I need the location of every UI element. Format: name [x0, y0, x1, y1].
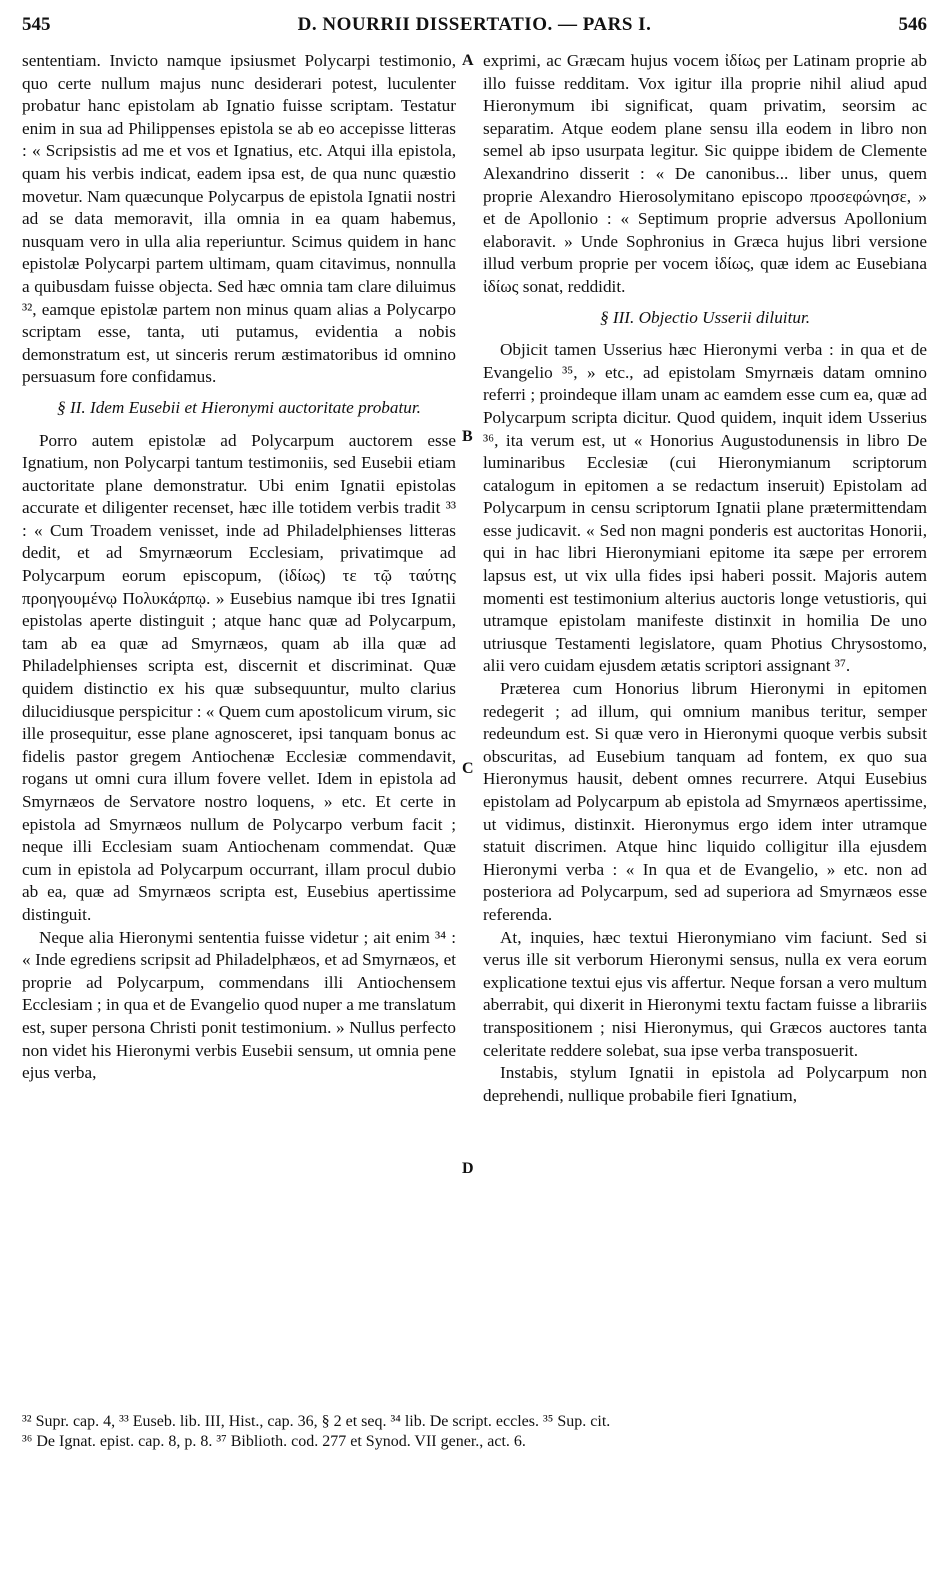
footnotes: [22, 1412, 927, 1452]
running-title: D. NOURRII DISSERTATIO. — PARS I.: [297, 14, 652, 35]
section-heading: § II. Idem Eusebii et Hieronymi auctoritate probatur.: [57, 397, 421, 417]
right-column: [483, 50, 927, 1107]
footnote-line: ³² Supr. cap. 4, ³³ Euseb. lib. III, Hist., cap. 36, § 2 et seq. ³⁴ lib. De script. eccles. ³⁵ Sup. cit.: [22, 1413, 611, 1430]
paragraph: sententiam. Invicto namque ipsiusmet Polycarpi testimonio, quo certe nullum majus nunc desiderari potest, luculenter probatur hanc epistolam ab Ignatio fuisse scriptam. Testatur enim in sua ad Philippenses epistola se ab eo accepisse litteras : « Scripsistis ad me et vos et Ignatius, etc. Atqui illa epistola, quam his verbis indicat, eadem ipsa est, de qua nunc quæstio movetur. Nam quæcunque Polycarpus de epistola Ignatii nostri ad se data memoravit, illa omnia in ea quam habemus, nusquam vero in ulla alia reperiuntur. Scimus quidem in hanc epistolæ Polycarpi partem ultimam, quam citavimus, nonnulla a quibusdam fuisse objecta. Sed hæc omnia tam clare diluimus ³², eamque epistolæ partem non minus quam alias a Polycarpo scriptam esse, tanta, uti putamus, evidentia a nobis demonstratum est, ut sinceris rerum æstimatoribus id omnino persuasum fore confidamus.: [22, 51, 456, 387]
running-header: [22, 14, 927, 42]
left-column: [22, 50, 456, 1085]
margin-marker-a: A: [462, 52, 474, 69]
paragraph: At, inquies, hæc textui Hieronymiano vim faciunt. Sed si verus ille sit verborum Hieronymi sensus, nulla ex vera eorum explicatione textui ejus vis affertur. Neque forsan a vero multum aberrabit, qui dixerit in Hieronymi textu factam fuisse a librariis transpositionem ; nisi Hieronymus, qui Græcos auctores tanta celeritate reddere solebat, sua ipse verba transposuerit.: [483, 927, 927, 1060]
paragraph: Objicit tamen Usserius hæc Hieronymi verba : in qua et de Evangelio ³⁵, » etc., ad epistolam Smyrnæis datam omnino referri ; proindeque illam unam ac eamdem esse cum ea, quæ ad Polycarpum scripta dicitur. Quod quidem, inquit idem Usserius ³⁶, ita verum est, ut « Honorius Augustodunensis in libro De luminaribus Ecclesiæ (cui Hieronymianum scriptorum catalogum in epitomen a se redactum inseruit) Epistolam ad Polycarpum in censu scriptorum Ignatii plane prætermittendam esse judicavit. « Sed non magni ponderis est auctoritas Honorii, qui in hac libri Hieronymiani epitome ita sæpe per errorem lapsus est, ut vix ulla fides ipsi haberi possit. Majoris autem momenti est testimonium alterius auctoris longe vetustioris, qui utramque epistolam manifeste distinxit in homilia De uno utriusque Testamenti legislatore, quam Photius Chrysostomo, alii vero cuidam ejusdem ætatis scriptori assignant ³⁷.: [483, 340, 927, 676]
section-heading: § III. Objectio Usserii diluitur.: [599, 307, 811, 327]
paragraph: Præterea cum Honorius librum Hieronymi in epitomen redegerit ; ad illum, qui omnium manibus teritur, semper redeundum est. Si quæ vero in Hieronymi quoque verbis subsit obscuritas, ad Eusebium tanquam ad fontem, ex quo sua Hieronymus hausit, debent omnes recurrere. Atqui Eusebius epistolam ad Polycarpum ab epistola ad Smyrnæos apertissime, ut vidimus, distinxit. Hieronymus ergo idem inter utramque statuit discrimen. Atque hinc liquido colligitur illa ejusdem Hieronymi verba : « In qua et de Evangelio, » etc. non ad posteriora ad Polycarpum, sed ad superiora ad Smyrnæos esse referenda.: [483, 679, 927, 924]
paragraph: Instabis, stylum Ignatii in epistola ad Polycarpum non deprehendi, nullique probabile fieri Ignatium,: [483, 1063, 927, 1105]
footnote-line: ³⁶ De Ignat. epist. cap. 8, p. 8. ³⁷ Biblioth. cod. 277 et Synod. VII gener., act. 6.: [22, 1433, 526, 1450]
page-number-right: 546: [898, 14, 927, 35]
paragraph: Porro autem epistolæ ad Polycarpum auctorem esse Ignatium, non Polycarpi tantum testimoniis, sed Eusebii etiam auctoritate plane demonstratur. Ubi enim Ignatii epistolas accurate et diligenter recenset, hæc ille totidem verbis tradit ³³ : « Cum Troadem venisset, inde ad Philadelphienses litteras dedit, et ad Smyrnæorum Ecclesiam, privatimque ad Polycarpum eorum episcopum, (ἰδίως) τε τῷ ταύτης προηγουμένῳ Πολυκάρπῳ. » Eusebius namque ibi tres Ignatii epistolas aperte distinguit ; atque hanc quæ ad Polycarpum, tam ab ea quæ ad Smyrnæos, quam ab illa quæ ad Philadelphienses scripta est, discernit et discriminat. Quæ quidem distinctio ex his quæ subsequuntur, multo clarius dilucidiusque perspicitur : « Quem cum apostolicum virum, sic ille prosequitur, esse plane agnosceret, ipsi tanquam bonus ac fidelis pastor gregem Antiochenæ Ecclesiæ commendavit, rogans ut omni cura illum fovere vellet. Idem in epistola ad Smyrnæos de Servatore nostro loquens, » etc. Et certe in epistola ad Smyrnæos nullum de Polycarpo verbum facit ; neque illi Ecclesiam suam Antiochenam commendat. Quæ cum in epistola ad Polycarpum occurrant, illam procul dubio ab ea, quæ ad Smyrnæos scripta est, Eusebius apertissime distinguit.: [22, 430, 456, 924]
margin-marker-d: D: [462, 1160, 474, 1177]
margin-marker-c: C: [462, 760, 474, 777]
paragraph: Neque alia Hieronymi sententia fuisse videtur ; ait enim ³⁴ : « Inde egrediens scripsit ad Philadelphæos, et ad Smyrnæos, et proprie ad Polycarpum, commendans illi Antiochensem Ecclesiam ; in qua et de Evangelio quod nuper a me translatum est, super persona Christi ponit testimonium. » Nullus perfecto non videt his Hieronymi verbis Eusebii sensum, ut omnia pene ejus verba,: [22, 927, 456, 1083]
page-number-left: 545: [22, 14, 51, 35]
paragraph: exprimi, ac Græcam hujus vocem ἰδίως per Latinam proprie ab illo fuisse redditam. Vox igitur illa proprie nihil aliud apud Hieronymum ibi significat, quam privatim, seorsim ac separatim. Atque eodem plane sensu illa eodem in libro non semel ab ipso usurpata legitur. Sic quippe ibidem de Clemente Alexandrino disserit : « De canonibus... liber unus, quem proprie Alexandro Hierosolymitano episcopo προσεφώνησε, » et de Apollonio : « Septimum proprie adversus Apollonium elaboravit. » Unde Sophronius in Græca hujus libri versione illud verbum proprie per vocem ἰδίως, quæ idem ac Eusebiana ἰδίως sonat, reddidit.: [483, 51, 927, 296]
margin-marker-b: B: [462, 428, 473, 445]
